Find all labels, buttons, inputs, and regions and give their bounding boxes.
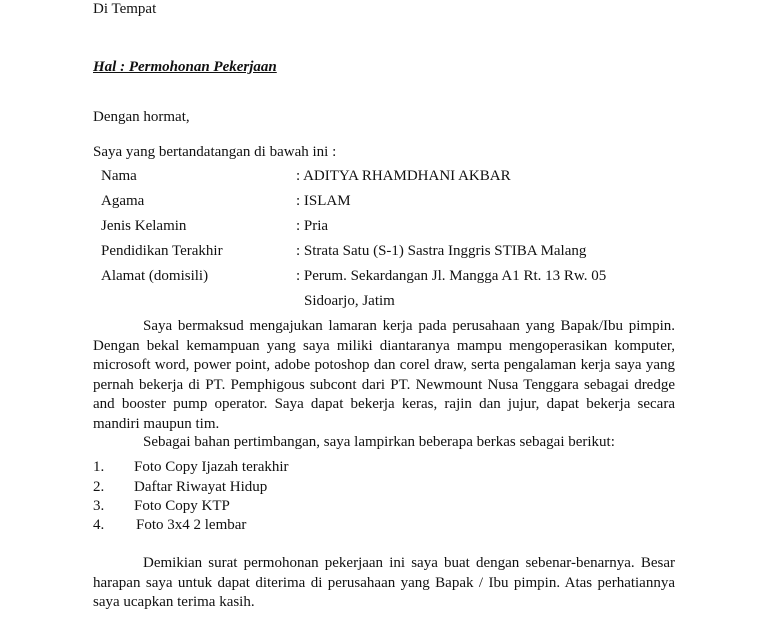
detail-label-religion: Agama <box>101 193 145 209</box>
detail-value-address-cont: Sidoarjo, Jatim <box>304 293 395 309</box>
closing-paragraph: Demikian surat permohonan pekerjaan ini saya buat dengan sebenar-benarnya. Besar harapan saya untuk dapat diterima di perusahaan yang Bapak / Ibu pimpin. Atas perhatiannya saya ucapkan terima kasih. <box>93 555 675 611</box>
attachment-num: 2. <box>93 479 105 495</box>
detail-label-gender: Jenis Kelamin <box>101 218 187 234</box>
detail-value-name: : ADITYA RHAMDHANI AKBAR <box>296 168 511 184</box>
detail-label-address: Alamat (domisili) <box>101 268 209 284</box>
detail-value-religion: : ISLAM <box>296 193 351 209</box>
attachment-item: Foto 3x4 2 lembar <box>136 517 247 533</box>
intro-line: Saya yang bertandatangan di bawah ini : <box>93 144 337 160</box>
body-paragraph: Saya bermaksud mengajukan lamaran kerja pada perusahaan yang Bapak/Ibu pimpin. Dengan bekal kemampuan yang saya miliki diantaranya mampu mengoperasikan komputer, microsoft word, power point, adobe potoshop dan corel draw, serta pengalaman kerja saya yang pernah bekerja di PT. Pemphigous subcont dari PT. Newmount Nusa Tenggara sebagai dredge and booster pump operator. Saya dapat bekerja keras, rajin dan jujur, dapat bekerja secara mandiri maupun tim. <box>93 318 675 432</box>
detail-label-name: Nama <box>101 168 137 184</box>
detail-value-education: : Strata Satu (S-1) Sastra Inggris STIBA Malang <box>296 243 587 259</box>
detail-value-address: : Perum. Sekardangan Jl. Mangga A1 Rt. 13 Rw. 05 <box>296 268 607 284</box>
attachment-num: 3. <box>93 498 105 514</box>
attachment-num: 4. <box>93 517 105 533</box>
detail-label-education: Pendidikan Terakhir <box>101 243 223 259</box>
attachment-item: Daftar Riwayat Hidup <box>134 479 268 495</box>
attachments-intro: Sebagai bahan pertimbangan, saya lampirkan beberapa berkas sebagai berikut: <box>143 434 615 450</box>
place-line: Di Tempat <box>93 1 157 17</box>
greeting: Dengan hormat, <box>93 109 190 125</box>
subject-line: Hal : Permohonan Pekerjaan <box>93 59 277 75</box>
attachment-num: 1. <box>93 459 105 475</box>
attachment-item: Foto Copy Ijazah terakhir <box>134 459 289 475</box>
detail-value-gender: : Pria <box>296 218 329 234</box>
attachment-item: Foto Copy KTP <box>134 498 230 514</box>
